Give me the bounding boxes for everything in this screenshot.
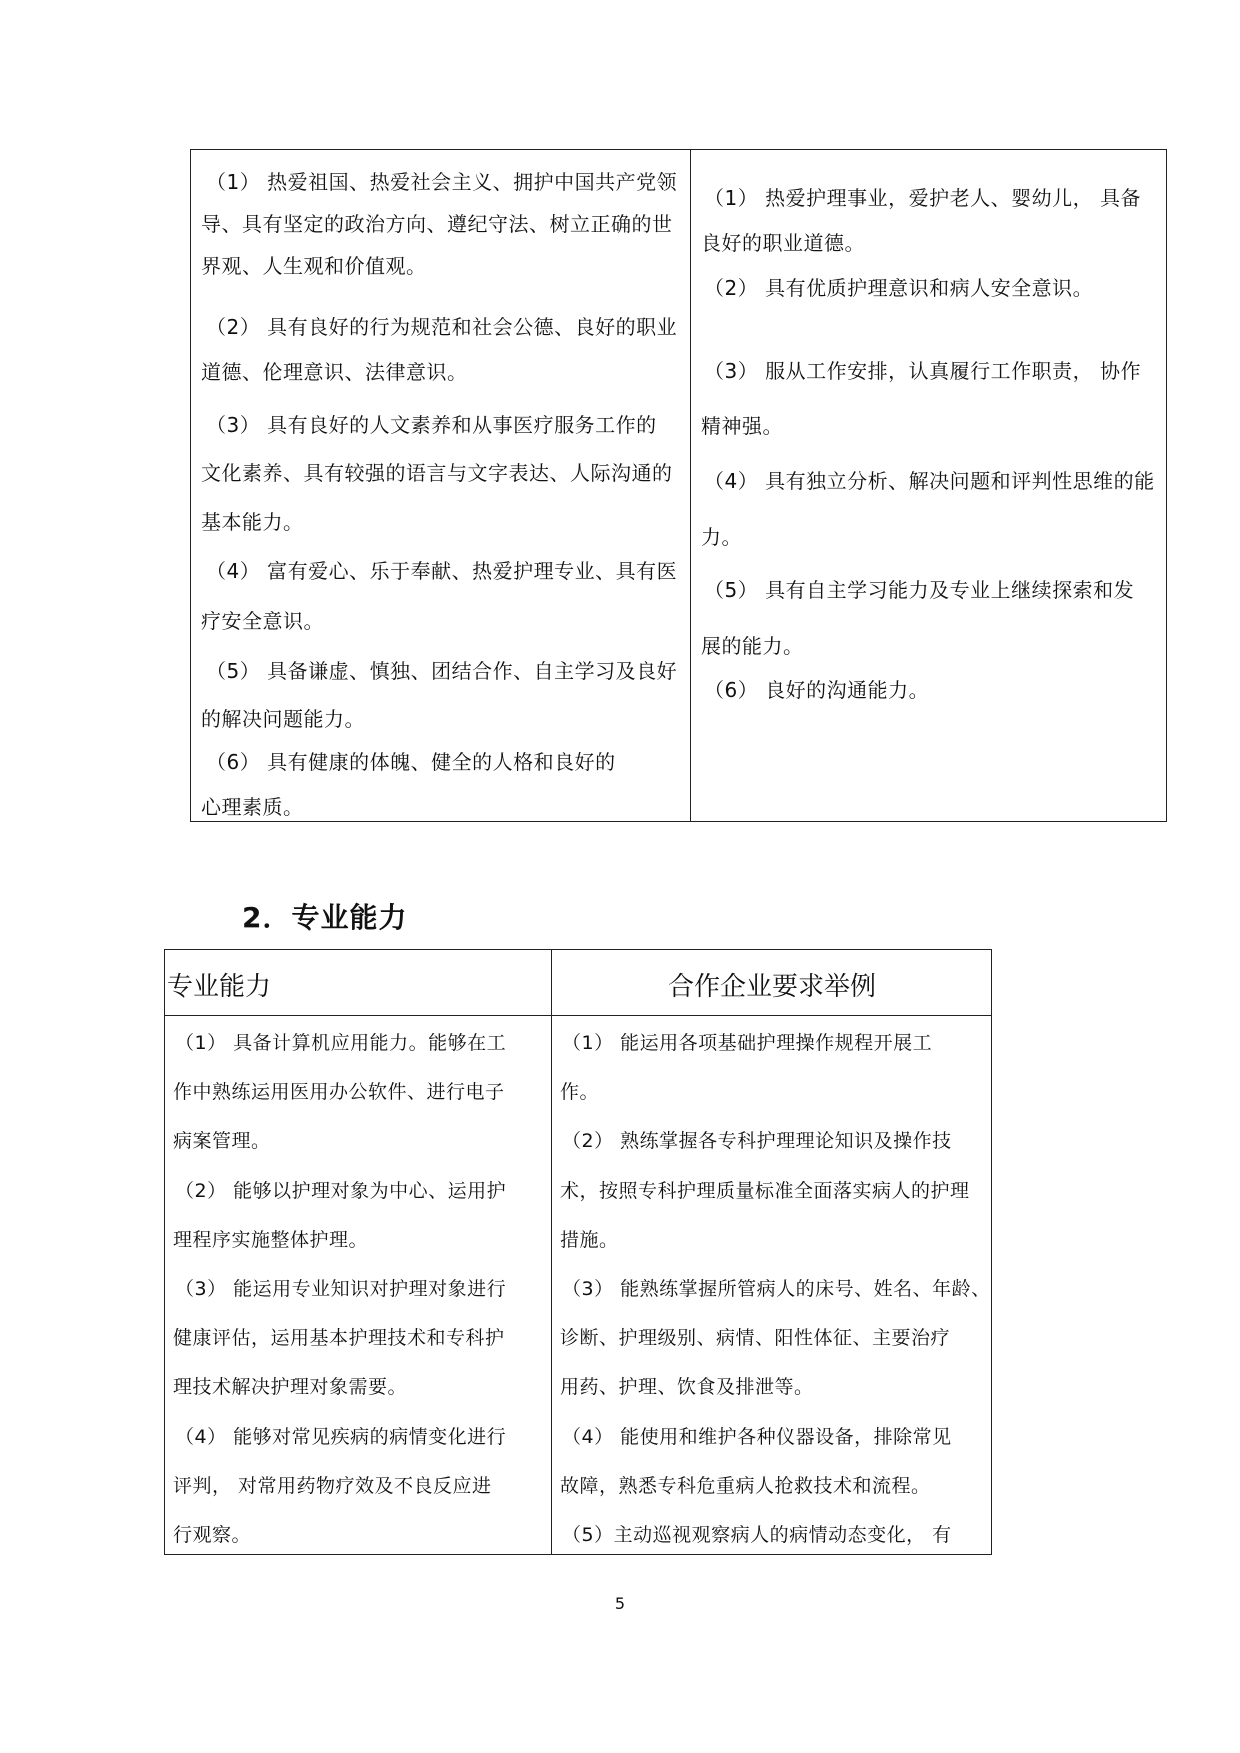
list-item: （2） 具有优质护理意识和病人安全意识。 bbox=[704, 276, 1094, 300]
list-item: 作中熟练运用医用办公软件、进行电子 bbox=[173, 1081, 505, 1103]
list-item: 展的能力。 bbox=[701, 634, 804, 658]
list-item: 疗安全意识。 bbox=[201, 609, 324, 633]
list-item: 措施。 bbox=[560, 1229, 619, 1251]
list-item: 评判， 对常用药物疗效及不良反应进 bbox=[173, 1475, 492, 1497]
list-item: 病案管理。 bbox=[173, 1130, 271, 1152]
list-item: （1） 具备计算机应用能力。能够在工 bbox=[175, 1032, 507, 1054]
list-item: 界观、人生观和价值观。 bbox=[201, 254, 427, 278]
list-item: 道德、伦理意识、法律意识。 bbox=[201, 360, 468, 384]
list-item: （2） 熟练掌握各专科护理理论知识及操作技 bbox=[562, 1130, 952, 1152]
list-item: （1） 热爱护理事业，爱护老人、婴幼儿， 具备 bbox=[704, 186, 1141, 210]
list-item: 力。 bbox=[701, 525, 742, 549]
list-item: （5） 具有自主学习能力及专业上继续探索和发 bbox=[704, 578, 1135, 602]
list-item: 理程序实施整体护理。 bbox=[173, 1229, 369, 1251]
list-item: 理技术解决护理对象需要。 bbox=[173, 1376, 408, 1398]
right-cell bbox=[552, 1016, 991, 1554]
list-item: （5）主动巡视观察病人的病情动态变化， 有 bbox=[562, 1524, 952, 1546]
list-item: （2） 能够以护理对象为中心、运用护 bbox=[175, 1180, 507, 1202]
list-item: （1） 能运用各项基础护理操作规程开展工 bbox=[562, 1032, 933, 1054]
header-right: 合作企业要求举例 bbox=[667, 972, 876, 1002]
right-cell bbox=[691, 150, 1166, 821]
list-item: 健康评估，运用基本护理技术和专科护 bbox=[173, 1327, 505, 1349]
list-item: （4） 富有爱心、乐于奉献、热爱护理专业、具有医 bbox=[206, 559, 678, 583]
list-item: 行观察。 bbox=[173, 1524, 252, 1546]
list-item: （2） 具有良好的行为规范和社会公德、良好的职业 bbox=[206, 315, 678, 339]
list-item: 精神强。 bbox=[701, 414, 783, 438]
list-item: 诊断、护理级别、病情、阳性体征、主要治疗 bbox=[560, 1327, 951, 1349]
table-qualities bbox=[190, 149, 1167, 822]
table-professional-ability bbox=[164, 949, 992, 1555]
list-item: （3） 能熟练掌握所管病人的床号、姓名、年龄、 bbox=[562, 1278, 991, 1300]
list-item: （3） 具有良好的人文素养和从事医疗服务工作的 bbox=[206, 413, 657, 437]
list-item: 的解决问题能力。 bbox=[201, 707, 365, 731]
list-item: 文化素养、具有较强的语言与文字表达、人际沟通的 bbox=[201, 461, 673, 485]
list-item: 导、具有坚定的政治方向、遵纪守法、树立正确的世 bbox=[201, 212, 673, 236]
list-item: 良好的职业道德。 bbox=[701, 231, 865, 255]
list-item: 故障，熟悉专科危重病人抢救技术和流程。 bbox=[560, 1475, 931, 1497]
list-item: （3） 能运用专业知识对护理对象进行 bbox=[175, 1278, 507, 1300]
list-item: 作。 bbox=[560, 1081, 600, 1103]
list-item: （3） 服从工作安排，认真履行工作职责， 协作 bbox=[704, 359, 1141, 383]
list-item: （4） 能使用和维护各种仪器设备，排除常见 bbox=[562, 1426, 952, 1448]
list-item: （1） 热爱祖国、热爱社会主义、拥护中国共产党领 bbox=[206, 170, 678, 194]
list-item: 术，按照专科护理质量标准全面落实病人的护理 bbox=[560, 1180, 970, 1202]
list-item: （4） 能够对常见疾病的病情变化进行 bbox=[175, 1426, 507, 1448]
header-left: 专业能力 bbox=[167, 972, 272, 1002]
list-item: 用药、护理、饮食及排泄等。 bbox=[560, 1376, 814, 1398]
list-item: 基本能力。 bbox=[201, 510, 304, 534]
left-cell bbox=[191, 150, 690, 821]
section-title: 2．专业能力 bbox=[242, 901, 408, 934]
list-item: 心理素质。 bbox=[201, 795, 304, 819]
list-item: （5） 具备谦虚、慎独、团结合作、自主学习及良好 bbox=[206, 659, 678, 683]
left-cell bbox=[165, 1016, 551, 1554]
list-item: （6） 具有健康的体魄、健全的人格和良好的 bbox=[206, 750, 616, 774]
list-item: （4） 具有独立分析、解决问题和评判性思维的能 bbox=[704, 469, 1155, 493]
list-item: （6） 良好的沟通能力。 bbox=[704, 678, 930, 702]
page-number: 5 bbox=[614, 1594, 626, 1613]
